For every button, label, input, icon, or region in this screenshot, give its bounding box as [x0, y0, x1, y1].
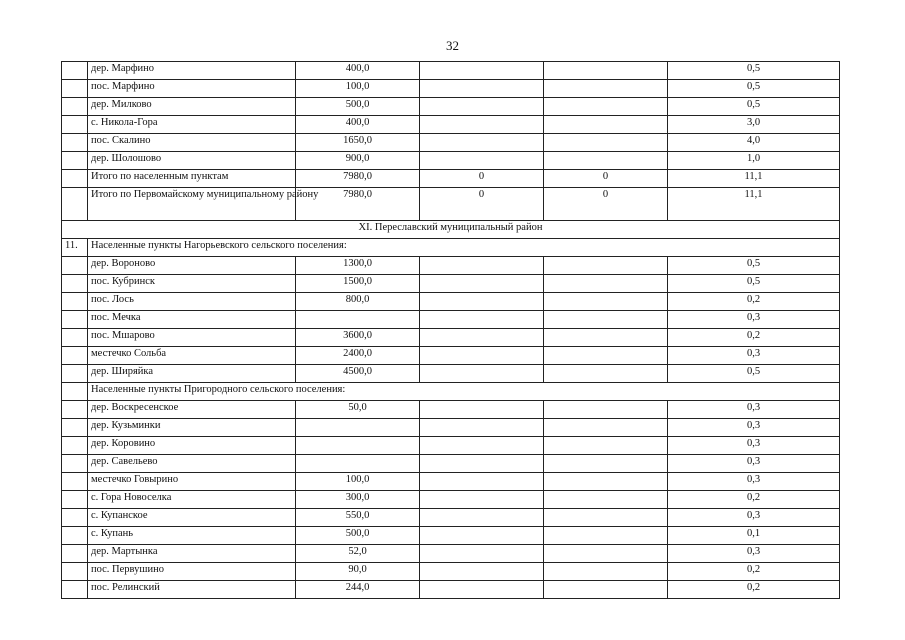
settlement-name: дер. Вороново: [88, 257, 296, 275]
table-row: [62, 401, 840, 419]
table-row: [62, 170, 840, 188]
value-col-4: [544, 419, 668, 437]
value-col-5: 1,0: [668, 152, 840, 170]
index-cell: 11.: [62, 239, 88, 257]
value-col-5: 0,3: [668, 545, 840, 563]
area-value: 900,0: [296, 152, 420, 170]
area-value: 244,0: [296, 581, 420, 599]
table-row: [62, 188, 840, 221]
value-col-5: 0,3: [668, 347, 840, 365]
table-row: [62, 152, 840, 170]
area-value: 2400,0: [296, 347, 420, 365]
value-col-4: [544, 275, 668, 293]
area-value: 550,0: [296, 509, 420, 527]
table-row: [62, 275, 840, 293]
subgroup-heading-title: Населенные пункты Нагорьевского сельского поселения:: [88, 239, 840, 257]
value-col-5: 0,3: [668, 419, 840, 437]
settlement-name: местечко Говырино: [88, 473, 296, 491]
table-row: [62, 419, 840, 437]
settlement-name: дер. Марфино: [88, 62, 296, 80]
subgroup-heading-title: Населенные пункты Пригородного сельского поселения:: [88, 383, 840, 401]
table-row: [62, 116, 840, 134]
index-cell: [62, 401, 88, 419]
subgroup-heading: [62, 239, 840, 257]
table-row: [62, 134, 840, 152]
value-col-3: [420, 545, 544, 563]
value-col-5: 0,3: [668, 437, 840, 455]
value-col-3: [420, 329, 544, 347]
area-value: 1300,0: [296, 257, 420, 275]
settlement-name: пос. Мшарово: [88, 329, 296, 347]
value-col-3: [420, 80, 544, 98]
settlement-name: Итого по населенным пунктам: [88, 170, 296, 188]
settlement-name: с. Купань: [88, 527, 296, 545]
table-row: [62, 455, 840, 473]
index-cell: [62, 509, 88, 527]
value-col-4: [544, 134, 668, 152]
index-cell: [62, 80, 88, 98]
value-col-4: [544, 401, 668, 419]
index-cell: [62, 170, 88, 188]
table-row: [62, 509, 840, 527]
area-value: 500,0: [296, 527, 420, 545]
value-col-3: [420, 473, 544, 491]
settlement-name: пос. Кубринск: [88, 275, 296, 293]
area-value: [296, 311, 420, 329]
settlement-name: пос. Лось: [88, 293, 296, 311]
area-value: 90,0: [296, 563, 420, 581]
value-col-5: 0,3: [668, 311, 840, 329]
table-row: [62, 473, 840, 491]
settlement-name: дер. Шолошово: [88, 152, 296, 170]
area-value: 400,0: [296, 62, 420, 80]
index-cell: [62, 134, 88, 152]
area-value: 100,0: [296, 473, 420, 491]
value-col-3: [420, 455, 544, 473]
table-row: [62, 563, 840, 581]
settlement-name: пос. Скалино: [88, 134, 296, 152]
settlement-name: с. Купанское: [88, 509, 296, 527]
value-col-5: 0,5: [668, 365, 840, 383]
district-heading-title: XI. Переславский муниципальный район: [62, 221, 840, 239]
settlement-name: дер. Воскресенское: [88, 401, 296, 419]
value-col-5: 0,2: [668, 581, 840, 599]
value-col-5: 0,5: [668, 80, 840, 98]
value-col-4: [544, 581, 668, 599]
value-col-3: [420, 527, 544, 545]
value-col-4: [544, 563, 668, 581]
value-col-3: [420, 293, 544, 311]
value-col-3: [420, 437, 544, 455]
value-col-4: [544, 365, 668, 383]
settlement-name: дер. Милково: [88, 98, 296, 116]
value-col-3: [420, 509, 544, 527]
table-row: [62, 293, 840, 311]
table-row: [62, 545, 840, 563]
value-col-5: 0,3: [668, 473, 840, 491]
index-cell: [62, 347, 88, 365]
value-col-4: [544, 329, 668, 347]
index-cell: [62, 455, 88, 473]
index-cell: [62, 563, 88, 581]
value-col-3: [420, 134, 544, 152]
settlement-name: пос. Первушино: [88, 563, 296, 581]
value-col-3: [420, 275, 544, 293]
area-value: 3600,0: [296, 329, 420, 347]
index-cell: [62, 437, 88, 455]
value-col-5: 0,3: [668, 509, 840, 527]
value-col-4: [544, 311, 668, 329]
table-row: [62, 437, 840, 455]
index-cell: [62, 473, 88, 491]
area-value: 7980,0: [296, 170, 420, 188]
settlements-table: [61, 61, 840, 599]
value-col-5: 0,2: [668, 329, 840, 347]
value-col-4: [544, 545, 668, 563]
value-col-5: 0,3: [668, 455, 840, 473]
value-col-3: 0: [420, 188, 544, 221]
value-col-4: [544, 80, 668, 98]
value-col-4: [544, 257, 668, 275]
settlement-name: дер. Коровино: [88, 437, 296, 455]
value-col-5: 0,3: [668, 401, 840, 419]
value-col-5: 0,2: [668, 293, 840, 311]
value-col-5: 3,0: [668, 116, 840, 134]
settlement-name: пос. Марфино: [88, 80, 296, 98]
value-col-5: 4,0: [668, 134, 840, 152]
area-value: 50,0: [296, 401, 420, 419]
table-row: [62, 62, 840, 80]
value-col-3: [420, 152, 544, 170]
index-cell: [62, 527, 88, 545]
value-col-3: 0: [420, 170, 544, 188]
value-col-4: [544, 509, 668, 527]
page-number: 32: [446, 38, 459, 53]
value-col-4: [544, 491, 668, 509]
value-col-4: [544, 152, 668, 170]
table-row: [62, 347, 840, 365]
value-col-4: [544, 473, 668, 491]
index-cell: [62, 581, 88, 599]
value-col-4: [544, 62, 668, 80]
index-cell: [62, 293, 88, 311]
value-col-5: 11,1: [668, 188, 840, 221]
settlement-name: дер. Кузьминки: [88, 419, 296, 437]
settlement-name: с. Гора Новоселка: [88, 491, 296, 509]
settlement-name: пос. Релинский: [88, 581, 296, 599]
value-col-5: 11,1: [668, 170, 840, 188]
table-row: [62, 527, 840, 545]
value-col-3: [420, 365, 544, 383]
index-cell: [62, 275, 88, 293]
index-cell: [62, 257, 88, 275]
index-cell: [62, 62, 88, 80]
table-row: [62, 365, 840, 383]
settlement-name: местечко Сольба: [88, 347, 296, 365]
index-cell: [62, 188, 88, 221]
index-cell: [62, 152, 88, 170]
value-col-4: [544, 527, 668, 545]
table-row: [62, 491, 840, 509]
index-cell: [62, 491, 88, 509]
value-col-3: [420, 116, 544, 134]
area-value: 100,0: [296, 80, 420, 98]
value-col-3: [420, 311, 544, 329]
area-value: 300,0: [296, 491, 420, 509]
value-col-5: 0,5: [668, 275, 840, 293]
area-value: 7980,0: [296, 188, 420, 221]
value-col-4: [544, 98, 668, 116]
settlement-name: дер. Савельево: [88, 455, 296, 473]
value-col-5: 0,2: [668, 563, 840, 581]
value-col-3: [420, 257, 544, 275]
value-col-3: [420, 62, 544, 80]
index-cell: [62, 98, 88, 116]
value-col-3: [420, 563, 544, 581]
area-value: 1500,0: [296, 275, 420, 293]
settlement-name: Итого по Первомайскому муниципальному району: [88, 188, 296, 221]
value-col-3: [420, 491, 544, 509]
index-cell: [62, 365, 88, 383]
area-value: [296, 455, 420, 473]
value-col-4: [544, 455, 668, 473]
settlement-name: дер. Ширяйка: [88, 365, 296, 383]
value-col-4: [544, 116, 668, 134]
area-value: 800,0: [296, 293, 420, 311]
area-value: [296, 437, 420, 455]
value-col-4: [544, 437, 668, 455]
value-col-4: [544, 293, 668, 311]
area-value: 1650,0: [296, 134, 420, 152]
table-row: [62, 581, 840, 599]
area-value: 52,0: [296, 545, 420, 563]
value-col-3: [420, 98, 544, 116]
index-cell: [62, 116, 88, 134]
area-value: 4500,0: [296, 365, 420, 383]
index-cell: [62, 545, 88, 563]
settlement-name: пос. Мечка: [88, 311, 296, 329]
area-value: 500,0: [296, 98, 420, 116]
value-col-5: 0,5: [668, 98, 840, 116]
table-row: [62, 329, 840, 347]
value-col-4: 0: [544, 188, 668, 221]
table-row: [62, 311, 840, 329]
value-col-4: 0: [544, 170, 668, 188]
value-col-5: 0,2: [668, 491, 840, 509]
value-col-5: 0,5: [668, 62, 840, 80]
index-cell: [62, 329, 88, 347]
settlement-name: дер. Мартынка: [88, 545, 296, 563]
area-value: [296, 419, 420, 437]
value-col-3: [420, 347, 544, 365]
value-col-3: [420, 401, 544, 419]
table-row: [62, 80, 840, 98]
value-col-3: [420, 581, 544, 599]
settlement-name: с. Никола-Гора: [88, 116, 296, 134]
table-row: [62, 98, 840, 116]
value-col-5: 0,1: [668, 527, 840, 545]
table-row: [62, 257, 840, 275]
area-value: 400,0: [296, 116, 420, 134]
index-cell: [62, 383, 88, 401]
district-heading: [62, 221, 840, 239]
index-cell: [62, 419, 88, 437]
index-cell: [62, 311, 88, 329]
value-col-4: [544, 347, 668, 365]
value-col-3: [420, 419, 544, 437]
value-col-5: 0,5: [668, 257, 840, 275]
subgroup-heading: [62, 383, 840, 401]
